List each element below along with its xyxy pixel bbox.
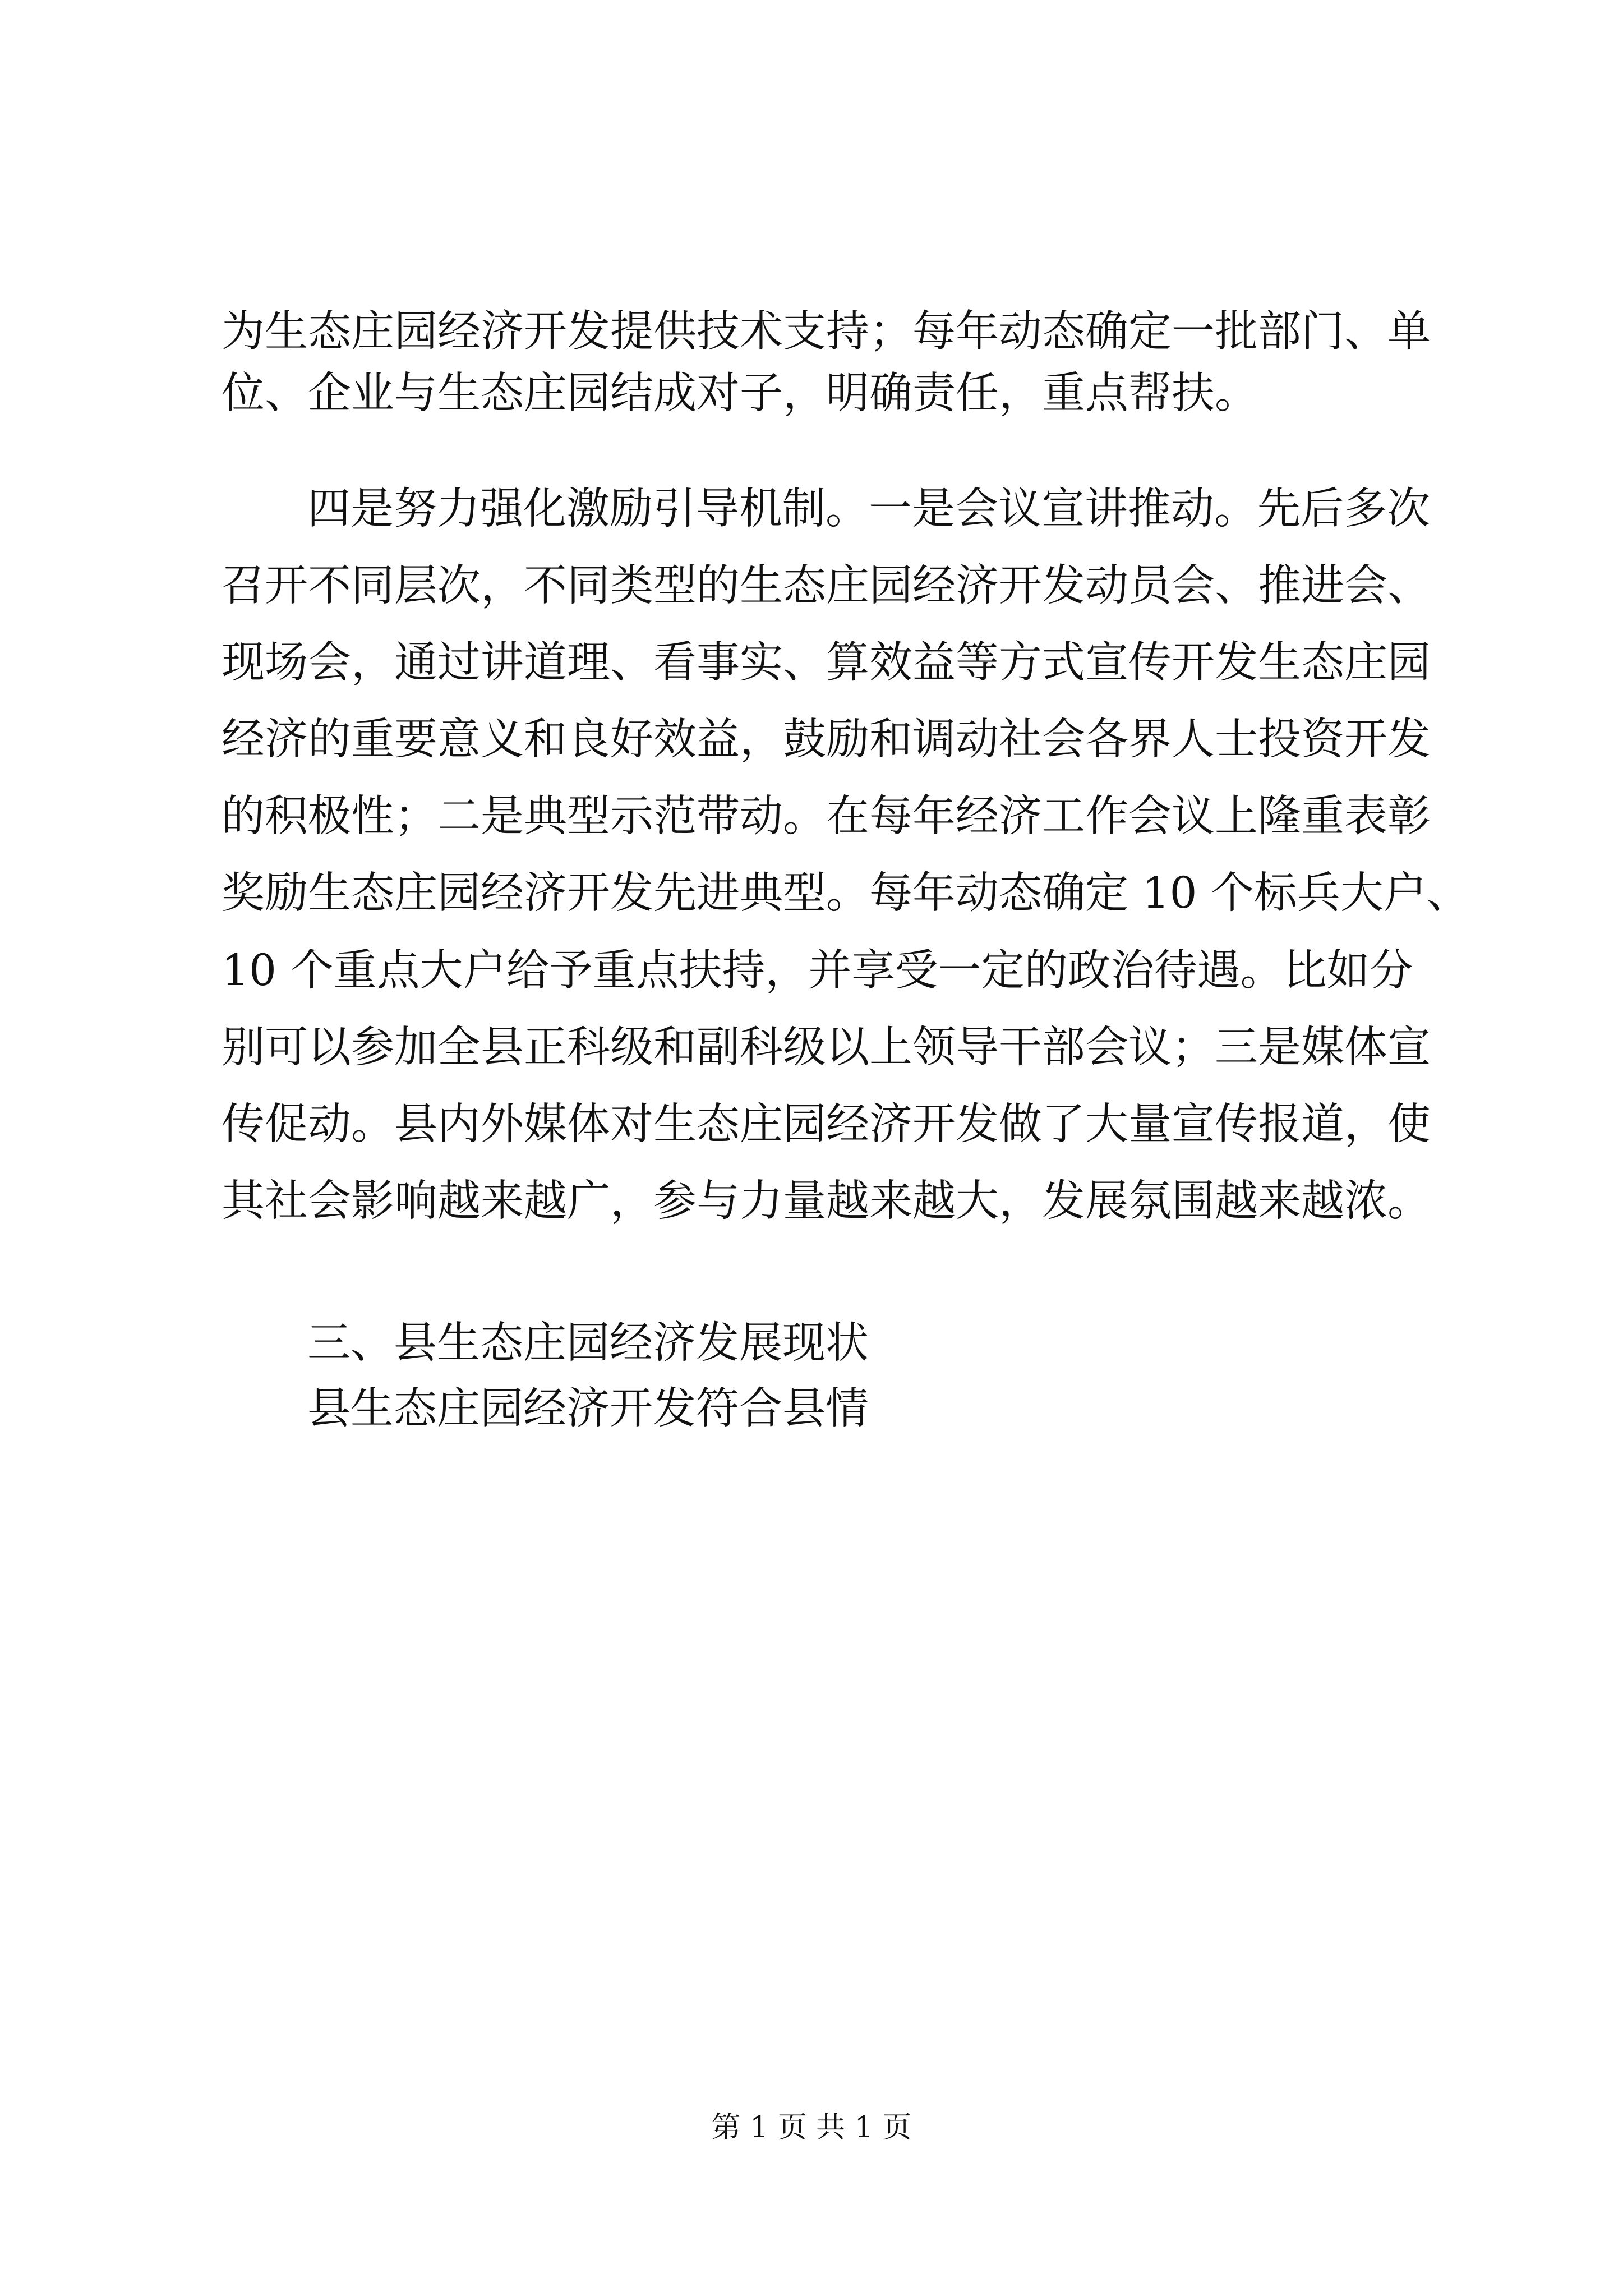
paragraph-first-line: 四是努力强化激励引导机制。一是会议宣讲推动。先后多次: [307, 484, 1430, 534]
body-text-line: 现场会，通过讲道理、看事实、算效益等方式宣传开发生态庄园: [222, 638, 1431, 688]
body-text-line: 其社会影响越来越广，参与力量越来越大，发展氛围越来越浓。: [222, 1176, 1431, 1226]
body-text-line: 为生态庄园经济开发提供技术支持；每年动态确定一批部门、单: [222, 307, 1431, 357]
body-text-line: 的积极性；二是典型示范带动。在每年经济工作会议上隆重表彰: [222, 792, 1431, 841]
page-number-footer: 第 1 页 共 1 页: [711, 2111, 912, 2145]
body-text-line: 奖励生态庄园经济开发先进典型。每年动态确定 10 个标兵大户、: [222, 868, 1470, 918]
section-heading: 三、县生态庄园经济发展现状: [307, 1318, 869, 1368]
body-text-line: 10 个重点大户给予重点扶持，并享受一定的政治待遇。比如分: [222, 946, 1413, 996]
body-text-line: 位、企业与生态庄园结成对子，明确责任，重点帮扶。: [222, 369, 1258, 418]
body-text-line: 别可以参加全县正科级和副科级以上领导干部会议；三是媒体宣: [222, 1023, 1431, 1073]
body-text-line: 传促动。县内外媒体对生态庄园经济开发做了大量宣传报道，使: [222, 1099, 1431, 1149]
paragraph-first-line: 县生态庄园经济开发符合县情: [307, 1384, 869, 1434]
body-text-line: 召开不同层次，不同类型的生态庄园经济开发动员会、推进会、: [222, 561, 1431, 611]
body-text-line: 经济的重要意义和良好效益，鼓励和调动社会各界人士投资开发: [222, 715, 1431, 765]
